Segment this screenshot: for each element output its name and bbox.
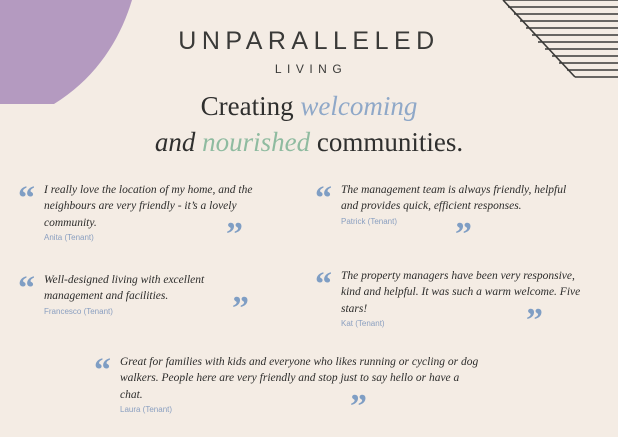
testimonial-author: Anita (Tenant)	[44, 232, 94, 242]
page-title	[0, 88, 618, 161]
quote-close-icon: ”	[226, 216, 243, 253]
testimonial-card	[315, 266, 591, 339]
headline-text-2: and	[154, 127, 203, 158]
testimonial-card	[94, 352, 480, 425]
testimonial-author: Laura (Tenant)	[120, 404, 173, 414]
testimonial-card	[315, 180, 581, 253]
quote-open-icon: “	[315, 180, 332, 217]
testimonial-text: Great for families with kids and everyone who likes running or cycling or dog walkers. People here are very friendly and stop just to say hello or have a chat.	[120, 356, 479, 401]
headline-text-3: communities.	[310, 127, 464, 158]
headline-line-1	[0, 88, 618, 124]
quote-open-icon: “	[18, 270, 35, 307]
quote-close-icon: ”	[350, 388, 367, 425]
headline-highlight-welcoming: welcoming	[300, 91, 418, 121]
testimonials-section	[0, 168, 618, 428]
quote-close-icon: ”	[455, 216, 472, 253]
testimonial-text: The management team is always friendly, helpful and provides quick, efficient responses.	[341, 184, 567, 213]
testimonial-card	[18, 270, 264, 327]
quote-open-icon: “	[18, 180, 35, 217]
quote-close-icon: ”	[232, 290, 249, 327]
testimonial-author: Kat (Tenant)	[341, 318, 385, 328]
testimonial-text: I really love the location of my home, and the neighbours are very friendly - it’s a lovely community.	[44, 184, 253, 229]
testimonial-author: Patrick (Tenant)	[341, 216, 398, 226]
headline-text-1: Creating	[200, 91, 301, 121]
headline-line-2	[0, 124, 618, 160]
quote-open-icon: “	[315, 266, 332, 303]
testimonial-card	[18, 180, 279, 253]
quote-open-icon: “	[94, 352, 111, 389]
quote-close-icon: ”	[526, 302, 543, 339]
testimonial-author: Francesco (Tenant)	[44, 306, 113, 316]
testimonial-text: Well-designed living with excellent management and facilities.	[44, 274, 205, 303]
brand-logo	[0, 28, 618, 76]
brand-name: UNPARALLELED	[178, 27, 440, 55]
headline-highlight-nourished: nourished	[202, 127, 311, 158]
brand-tagline: LIVING	[274, 61, 348, 76]
testimonial-text: The property managers have been very responsive, kind and helpful. It was such a warm welcome. Five stars!	[341, 270, 581, 315]
